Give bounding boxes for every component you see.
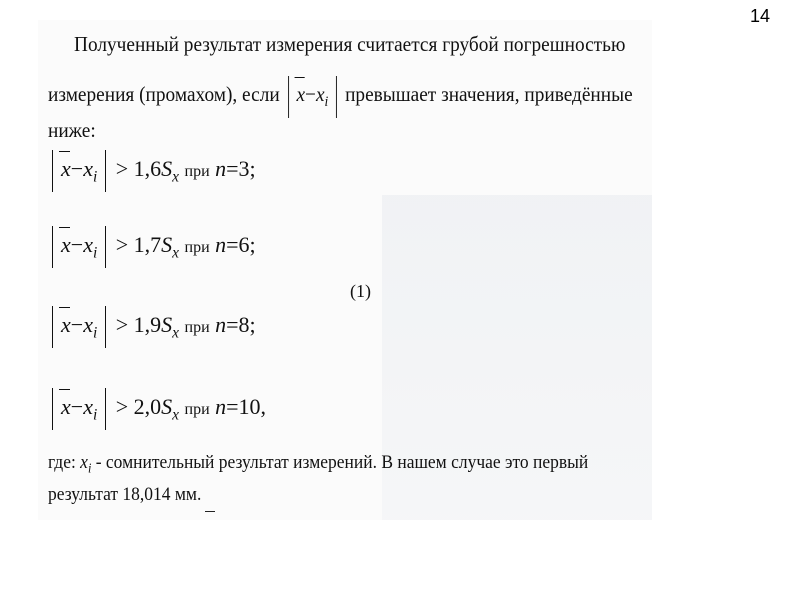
minus-sign: −: [305, 82, 316, 106]
n: n: [215, 156, 227, 181]
scan-fragment-mark: [205, 511, 215, 512]
n: n: [215, 312, 227, 337]
subscript-i: i: [92, 244, 98, 262]
x-i: x: [315, 82, 325, 106]
subscript-i: i: [92, 406, 98, 424]
slide-number: 14: [749, 6, 770, 26]
abs-expression: [52, 226, 106, 268]
S: S: [161, 232, 173, 257]
criterion-1: [48, 150, 256, 192]
where-x: x: [80, 452, 88, 473]
pri: при: [184, 319, 210, 336]
coef: 2,0: [133, 394, 162, 419]
subscript-i: i: [92, 168, 98, 186]
minus-sign: −: [70, 232, 84, 257]
subscript-i: i: [92, 324, 98, 342]
mean-x: x: [61, 312, 71, 337]
x-i: x: [83, 156, 93, 181]
paragraph-line-1: Полученный результат измерения считается грубой погрешностью: [74, 32, 626, 56]
cond: =3;: [226, 156, 256, 181]
mean-bar: [59, 151, 70, 152]
pri: при: [184, 239, 210, 256]
mean-bar: [59, 227, 70, 228]
abs-expression: [52, 388, 106, 430]
S: S: [161, 394, 173, 419]
minus-sign: −: [70, 156, 84, 181]
equation-label: (1): [350, 281, 371, 301]
mean-bar: [59, 307, 70, 308]
S-sub: x: [172, 244, 179, 262]
mean-x: x: [61, 156, 71, 181]
where-sub-i: i: [87, 460, 92, 476]
gt-sign: >: [115, 394, 129, 419]
gt-sign: >: [115, 312, 129, 337]
cond: =6;: [226, 232, 256, 257]
where-prefix: где:: [48, 452, 76, 473]
pri: при: [184, 163, 210, 180]
cond: =8;: [226, 312, 256, 337]
paragraph-line-2-before: измерения (промахом), если: [48, 82, 280, 106]
x-i: x: [83, 394, 93, 419]
minus-sign: −: [70, 312, 84, 337]
where-text: - сомнительный результат измерений. В нашем случае это первый: [95, 452, 589, 473]
S-sub: x: [172, 406, 179, 424]
pri: при: [184, 401, 210, 418]
x-i: x: [83, 232, 93, 257]
S: S: [161, 156, 173, 181]
mean-bar: [295, 77, 305, 78]
mean-x: x: [61, 232, 71, 257]
mean-bar: [59, 389, 70, 390]
result-line: результат 18,014 мм.: [48, 484, 202, 505]
coef: 1,7: [133, 232, 162, 257]
mean-x: x: [296, 82, 306, 106]
abs-expression: [52, 306, 106, 348]
criterion-3: [48, 306, 256, 348]
paragraph-line-3: ниже:: [48, 118, 96, 142]
coef: 1,6: [133, 156, 162, 181]
n: n: [215, 232, 227, 257]
S-sub: x: [172, 168, 179, 186]
S: S: [161, 312, 173, 337]
abs-expression: [288, 76, 336, 118]
abs-expression: [52, 150, 106, 192]
n: n: [215, 394, 227, 419]
criterion-4: [48, 388, 266, 430]
paragraph-line-2: [48, 76, 633, 118]
criterion-2: [48, 226, 256, 268]
S-sub: x: [172, 324, 179, 342]
gt-sign: >: [115, 156, 129, 181]
gt-sign: >: [115, 232, 129, 257]
cond: =10,: [226, 394, 267, 419]
paragraph-line-2-after: превышает значения, приведённые: [345, 82, 633, 106]
minus-sign: −: [70, 394, 84, 419]
coef: 1,9: [133, 312, 162, 337]
subscript-i: i: [324, 94, 329, 111]
mean-x: x: [61, 394, 71, 419]
x-i: x: [83, 312, 93, 337]
where-line: [48, 452, 588, 477]
